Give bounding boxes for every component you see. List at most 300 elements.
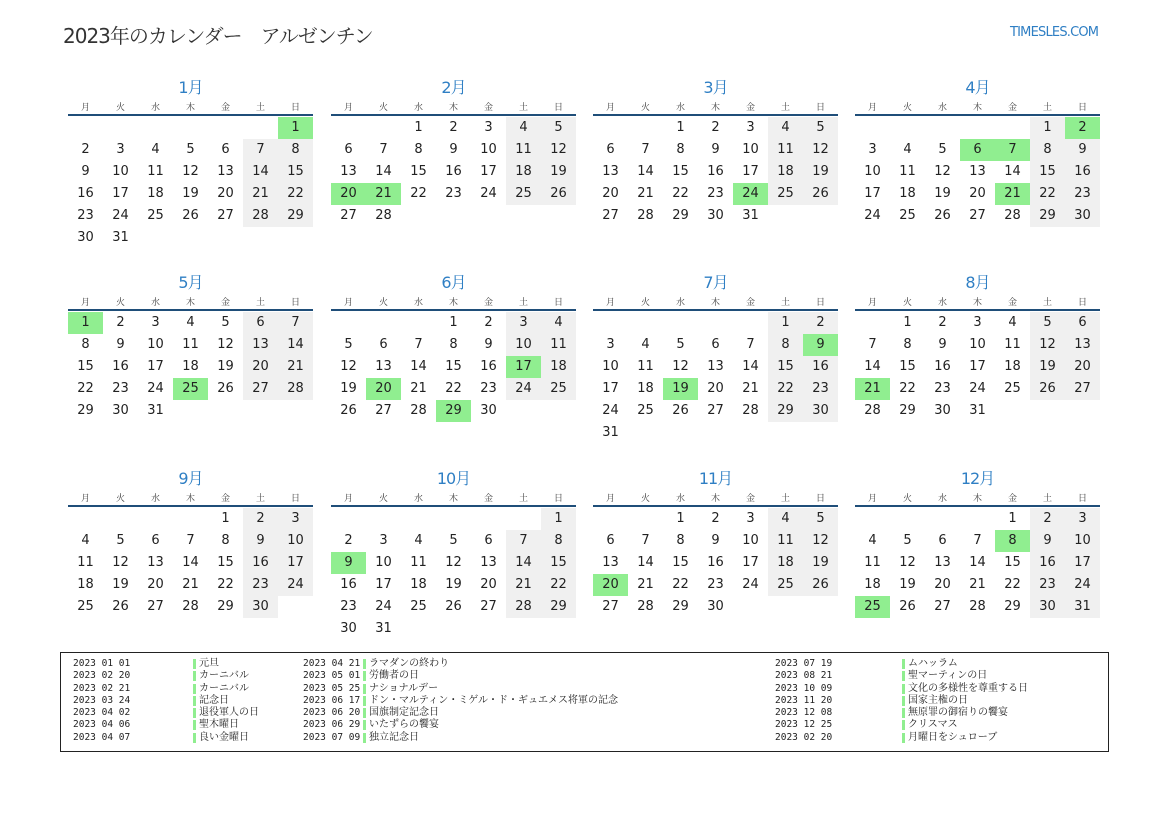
day-cell: 6 (711, 337, 720, 352)
weekday-label: 月 (605, 103, 615, 113)
day-cell: 15 (1004, 555, 1021, 570)
day-cell: 15 (1030, 161, 1065, 183)
legend-date: 2023 07 09 (303, 731, 361, 743)
day-cell: 18 (77, 577, 94, 592)
day-cell: 7 (186, 533, 195, 548)
day-grid (855, 508, 1100, 640)
day-cell: 3 (1065, 508, 1100, 530)
weekday-label: 月 (80, 298, 90, 308)
day-cell: 7 (414, 337, 423, 352)
day-cell: 4 (541, 312, 576, 334)
day-cell: 12 (803, 139, 838, 161)
weekday-label: 水 (413, 298, 423, 308)
weekday-header (331, 100, 576, 112)
day-grid (331, 312, 576, 444)
day-cell: 2 (116, 315, 125, 330)
day-cell: 10 (969, 337, 986, 352)
day-cell: 10 (742, 533, 759, 548)
day-cell: 29 (672, 208, 689, 223)
day-cell: 29 (278, 205, 313, 227)
day-cell: 9 (449, 142, 458, 157)
day-cell: 6 (606, 533, 615, 548)
day-cell: 5 (903, 533, 912, 548)
day-cell: 2 (81, 142, 90, 157)
day-cell: 5 (221, 315, 230, 330)
day-cell: 8 (221, 533, 230, 548)
day-cell: 13 (375, 359, 392, 374)
day-cell: 2 (344, 533, 353, 548)
day-cell: 17 (112, 186, 129, 201)
day-cell: 4 (1008, 315, 1017, 330)
day-cell: 4 (414, 533, 423, 548)
site-link[interactable]: TIMESLES.COM (1010, 25, 1099, 40)
day-cell: 26 (803, 183, 838, 205)
day-cell: 13 (602, 164, 619, 179)
day-cell: 6 (606, 142, 615, 157)
day-cell: 17 (147, 359, 164, 374)
day-cell: 13 (480, 555, 497, 570)
weekday-label: 月 (867, 494, 877, 504)
day-cell: 8 (449, 337, 458, 352)
day-cell: 10 (506, 334, 541, 356)
day-cell: 11 (899, 164, 916, 179)
day-cell: 3 (506, 312, 541, 334)
day-cell: 6 (243, 312, 278, 334)
day-cell: 24 (112, 208, 129, 223)
weekday-label: 日 (815, 494, 825, 504)
day-cell: 27 (480, 599, 497, 614)
day-cell: 18 (147, 186, 164, 201)
day-cell: 30 (77, 230, 94, 245)
weekday-label: 土 (255, 298, 265, 308)
day-cell: 7 (278, 312, 313, 334)
day-cell: 28 (410, 403, 427, 418)
holiday-color-marker (193, 696, 196, 706)
day-cell: 12 (803, 530, 838, 552)
weekday-label: 月 (343, 103, 353, 113)
day-cell: 4 (768, 117, 803, 139)
day-cell: 16 (340, 577, 357, 592)
day-cell: 26 (182, 208, 199, 223)
month-divider (855, 505, 1100, 507)
day-cell: 28 (375, 208, 392, 223)
day-cell: 3 (379, 533, 388, 548)
weekday-label: 日 (553, 494, 563, 504)
month-title: 10月 (436, 469, 471, 488)
day-cell: 13 (934, 555, 951, 570)
day-cell: 23 (445, 186, 462, 201)
day-cell: 10 (112, 164, 129, 179)
weekday-label: 日 (553, 103, 563, 113)
day-cell: 17 (602, 381, 619, 396)
weekday-label: 水 (150, 298, 160, 308)
weekday-label: 金 (483, 298, 493, 308)
day-cell: 3 (484, 120, 493, 135)
day-cell: 4 (81, 533, 90, 548)
day-cell: 28 (742, 403, 759, 418)
holiday-day-cell: 20 (593, 574, 628, 596)
day-grid (68, 117, 313, 249)
day-cell: 12 (1030, 334, 1065, 356)
weekday-label: 水 (937, 298, 947, 308)
day-cell: 28 (637, 208, 654, 223)
holiday-color-marker (902, 696, 905, 706)
day-cell: 22 (672, 577, 689, 592)
weekday-header (855, 295, 1100, 307)
weekday-label: 木 (710, 494, 720, 504)
holiday-color-marker (363, 708, 366, 718)
day-cell: 18 (637, 381, 654, 396)
day-cell: 25 (541, 378, 576, 400)
legend-date: 2023 10 09 (775, 682, 833, 694)
weekday-label: 月 (343, 494, 353, 504)
day-cell: 9 (81, 164, 90, 179)
day-cell: 15 (278, 161, 313, 183)
day-cell: 21 (637, 186, 654, 201)
weekday-label: 火 (378, 103, 388, 113)
legend-holiday-name: 良い金曜日 (199, 731, 249, 743)
day-cell: 16 (934, 359, 951, 374)
month-title: 8月 (965, 273, 990, 292)
day-cell: 31 (375, 621, 392, 636)
weekday-label: 金 (1007, 494, 1017, 504)
weekday-header (68, 295, 313, 307)
day-cell: 17 (480, 164, 497, 179)
day-cell: 4 (506, 117, 541, 139)
day-cell: 16 (77, 186, 94, 201)
day-cell: 17 (742, 164, 759, 179)
day-cell: 3 (973, 315, 982, 330)
legend-holiday-name: 聖マーティンの日 (908, 670, 988, 682)
weekday-label: 月 (605, 298, 615, 308)
legend-holiday-name: カーニバル (199, 670, 249, 682)
holiday-color-marker (902, 659, 905, 669)
weekday-label: 火 (378, 494, 388, 504)
weekday-header (593, 100, 838, 112)
legend-holiday-name: 聖木曜日 (199, 719, 239, 731)
holiday-day-cell: 21 (855, 378, 890, 400)
day-cell: 30 (243, 596, 278, 618)
day-cell: 4 (903, 142, 912, 157)
weekday-label: 土 (780, 103, 790, 113)
day-cell: 5 (676, 337, 685, 352)
day-grid (593, 117, 838, 249)
month-title: 1月 (178, 78, 203, 97)
day-cell: 3 (151, 315, 160, 330)
weekday-header (855, 100, 1100, 112)
holiday-day-cell: 6 (960, 139, 995, 161)
day-grid (331, 117, 576, 249)
day-cell: 31 (969, 403, 986, 418)
legend-date: 2023 06 29 (303, 719, 361, 731)
day-cell: 5 (449, 533, 458, 548)
holiday-legend (60, 652, 1109, 752)
weekday-label: 日 (290, 298, 300, 308)
day-cell: 21 (182, 577, 199, 592)
day-cell: 3 (746, 120, 755, 135)
day-cell: 23 (1065, 183, 1100, 205)
legend-date: 2023 05 25 (303, 682, 361, 694)
day-cell: 29 (768, 400, 803, 422)
month-title: 6月 (441, 273, 466, 292)
day-cell: 17 (375, 577, 392, 592)
month-divider (855, 114, 1100, 116)
weekday-label: 木 (972, 298, 982, 308)
day-cell: 24 (602, 403, 619, 418)
weekday-label: 火 (640, 298, 650, 308)
day-cell: 24 (742, 577, 759, 592)
day-cell: 30 (707, 599, 724, 614)
day-cell: 9 (116, 337, 125, 352)
weekday-label: 木 (185, 103, 195, 113)
holiday-color-marker (902, 671, 905, 681)
day-cell: 4 (641, 337, 650, 352)
month-divider (68, 309, 313, 311)
weekday-label: 木 (972, 103, 982, 113)
day-cell: 6 (379, 337, 388, 352)
day-cell: 26 (803, 574, 838, 596)
legend-holiday-name: ドン・マルティン・ミゲル・ド・ギュエメス将軍の記念 (369, 694, 618, 706)
month-title: 3月 (703, 78, 728, 97)
weekday-label: 木 (710, 103, 720, 113)
weekday-label: 木 (185, 494, 195, 504)
holiday-day-cell: 20 (331, 183, 366, 205)
day-cell: 1 (1008, 511, 1017, 526)
weekday-label: 月 (80, 103, 90, 113)
weekday-label: 木 (710, 298, 720, 308)
day-cell: 4 (768, 508, 803, 530)
day-cell: 11 (77, 555, 94, 570)
day-cell: 18 (864, 577, 881, 592)
day-cell: 17 (864, 186, 881, 201)
day-cell: 25 (506, 183, 541, 205)
day-cell: 1 (676, 120, 685, 135)
day-cell: 17 (969, 359, 986, 374)
day-cell: 12 (445, 555, 462, 570)
day-cell: 15 (672, 555, 689, 570)
day-cell: 11 (864, 555, 881, 570)
day-cell: 2 (803, 312, 838, 334)
day-cell: 6 (151, 533, 160, 548)
weekday-label: 土 (1042, 494, 1052, 504)
day-cell: 8 (903, 337, 912, 352)
day-cell: 27 (147, 599, 164, 614)
day-cell: 15 (445, 359, 462, 374)
weekday-label: 水 (413, 103, 423, 113)
day-cell: 20 (602, 186, 619, 201)
day-grid (855, 117, 1100, 249)
day-cell: 11 (541, 334, 576, 356)
legend-date: 2023 01 01 (73, 658, 131, 669)
day-cell: 7 (506, 530, 541, 552)
day-cell: 31 (147, 403, 164, 418)
month-divider (331, 505, 576, 507)
day-cell: 13 (707, 359, 724, 374)
day-cell: 3 (868, 142, 877, 157)
day-cell: 31 (742, 208, 759, 223)
legend-holiday-name: 労働者の日 (369, 670, 419, 682)
weekday-label: 土 (255, 494, 265, 504)
day-cell: 15 (541, 552, 576, 574)
legend-date: 2023 02 21 (73, 682, 131, 694)
day-cell: 13 (969, 164, 986, 179)
day-cell: 17 (1065, 552, 1100, 574)
holiday-color-marker (902, 684, 905, 694)
day-cell: 8 (768, 334, 803, 356)
weekday-label: 木 (448, 298, 458, 308)
day-cell: 31 (602, 425, 619, 440)
month-title: 12月 (960, 469, 995, 488)
day-grid (68, 312, 313, 444)
day-grid (331, 508, 576, 640)
weekday-label: 火 (902, 494, 912, 504)
holiday-day-cell: 25 (173, 378, 208, 400)
day-cell: 26 (217, 381, 234, 396)
day-cell: 2 (484, 315, 493, 330)
weekday-header (68, 100, 313, 112)
weekday-label: 日 (1077, 298, 1087, 308)
weekday-label: 火 (640, 103, 650, 113)
day-cell: 16 (480, 359, 497, 374)
weekday-header (331, 491, 576, 503)
day-cell: 24 (864, 208, 881, 223)
day-cell: 7 (641, 533, 650, 548)
day-cell: 28 (864, 403, 881, 418)
holiday-day-cell: 17 (506, 356, 541, 378)
day-cell: 5 (803, 117, 838, 139)
day-cell: 3 (116, 142, 125, 157)
day-cell: 12 (217, 337, 234, 352)
day-cell: 25 (768, 574, 803, 596)
weekday-label: 水 (413, 494, 423, 504)
day-cell: 26 (672, 403, 689, 418)
legend-date: 2023 12 25 (775, 719, 833, 731)
day-cell: 29 (1030, 205, 1065, 227)
day-cell: 13 (147, 555, 164, 570)
legend-holiday-name: クリスマス (908, 719, 958, 731)
day-cell: 12 (934, 164, 951, 179)
weekday-label: 水 (675, 298, 685, 308)
day-cell: 22 (541, 574, 576, 596)
legend-date: 2023 06 17 (303, 694, 361, 706)
day-cell: 8 (676, 533, 685, 548)
day-cell: 31 (1065, 596, 1100, 618)
day-cell: 19 (1030, 356, 1065, 378)
day-cell: 14 (375, 164, 392, 179)
day-cell: 20 (243, 356, 278, 378)
day-cell: 10 (742, 142, 759, 157)
day-cell: 2 (449, 120, 458, 135)
day-cell: 28 (637, 599, 654, 614)
day-cell: 24 (480, 186, 497, 201)
day-cell: 1 (676, 511, 685, 526)
day-cell: 5 (1030, 312, 1065, 334)
holiday-color-marker (193, 671, 196, 681)
day-cell: 15 (899, 359, 916, 374)
weekday-label: 火 (115, 494, 125, 504)
day-cell: 1 (768, 312, 803, 334)
day-cell: 29 (541, 596, 576, 618)
weekday-label: 月 (867, 103, 877, 113)
weekday-label: 土 (780, 298, 790, 308)
holiday-color-marker (902, 720, 905, 730)
holiday-day-cell: 25 (855, 596, 890, 618)
day-cell: 17 (278, 552, 313, 574)
day-cell: 11 (768, 530, 803, 552)
holiday-color-marker (363, 659, 366, 669)
day-cell: 16 (707, 555, 724, 570)
weekday-label: 火 (115, 298, 125, 308)
day-cell: 20 (217, 186, 234, 201)
weekday-header (68, 491, 313, 503)
day-cell: 22 (1004, 577, 1021, 592)
day-cell: 27 (243, 378, 278, 400)
weekday-label: 土 (518, 494, 528, 504)
weekday-label: 金 (1007, 103, 1017, 113)
day-cell: 1 (449, 315, 458, 330)
weekday-label: 日 (815, 298, 825, 308)
day-cell: 11 (182, 337, 199, 352)
day-cell: 27 (969, 208, 986, 223)
day-cell: 6 (344, 142, 353, 157)
day-cell: 19 (340, 381, 357, 396)
month-divider (855, 309, 1100, 311)
day-cell: 8 (414, 142, 423, 157)
day-cell: 10 (602, 359, 619, 374)
day-cell: 22 (445, 381, 462, 396)
day-cell: 13 (217, 164, 234, 179)
day-cell: 30 (1030, 596, 1065, 618)
holiday-color-marker (363, 733, 366, 743)
month-title: 11月 (698, 469, 733, 488)
holiday-day-cell: 1 (68, 312, 103, 334)
weekday-label: 金 (220, 103, 230, 113)
day-cell: 6 (221, 142, 230, 157)
day-cell: 23 (480, 381, 497, 396)
legend-date: 2023 02 20 (73, 670, 131, 682)
day-cell: 19 (803, 552, 838, 574)
day-cell: 15 (672, 164, 689, 179)
legend-date: 2023 08 21 (775, 670, 833, 682)
holiday-day-cell: 1 (278, 117, 313, 139)
day-cell: 18 (182, 359, 199, 374)
day-cell: 20 (1065, 356, 1100, 378)
day-cell: 13 (1065, 334, 1100, 356)
legend-holiday-name: 記念日 (199, 694, 229, 706)
day-cell: 27 (217, 208, 234, 223)
day-cell: 20 (969, 186, 986, 201)
day-cell: 11 (768, 139, 803, 161)
day-cell: 14 (182, 555, 199, 570)
day-cell: 30 (480, 403, 497, 418)
day-cell: 31 (112, 230, 129, 245)
holiday-day-cell: 9 (331, 552, 366, 574)
day-cell: 20 (934, 577, 951, 592)
day-cell: 29 (217, 599, 234, 614)
day-cell: 9 (711, 533, 720, 548)
weekday-label: 土 (518, 298, 528, 308)
day-cell: 23 (112, 381, 129, 396)
day-cell: 2 (243, 508, 278, 530)
day-cell: 9 (1030, 530, 1065, 552)
day-cell: 21 (278, 356, 313, 378)
day-cell: 25 (899, 208, 916, 223)
legend-holiday-name: 文化の多様性を尊重する日 (908, 682, 1028, 694)
day-cell: 8 (81, 337, 90, 352)
day-cell: 7 (379, 142, 388, 157)
weekday-label: 火 (902, 298, 912, 308)
day-cell: 12 (182, 164, 199, 179)
